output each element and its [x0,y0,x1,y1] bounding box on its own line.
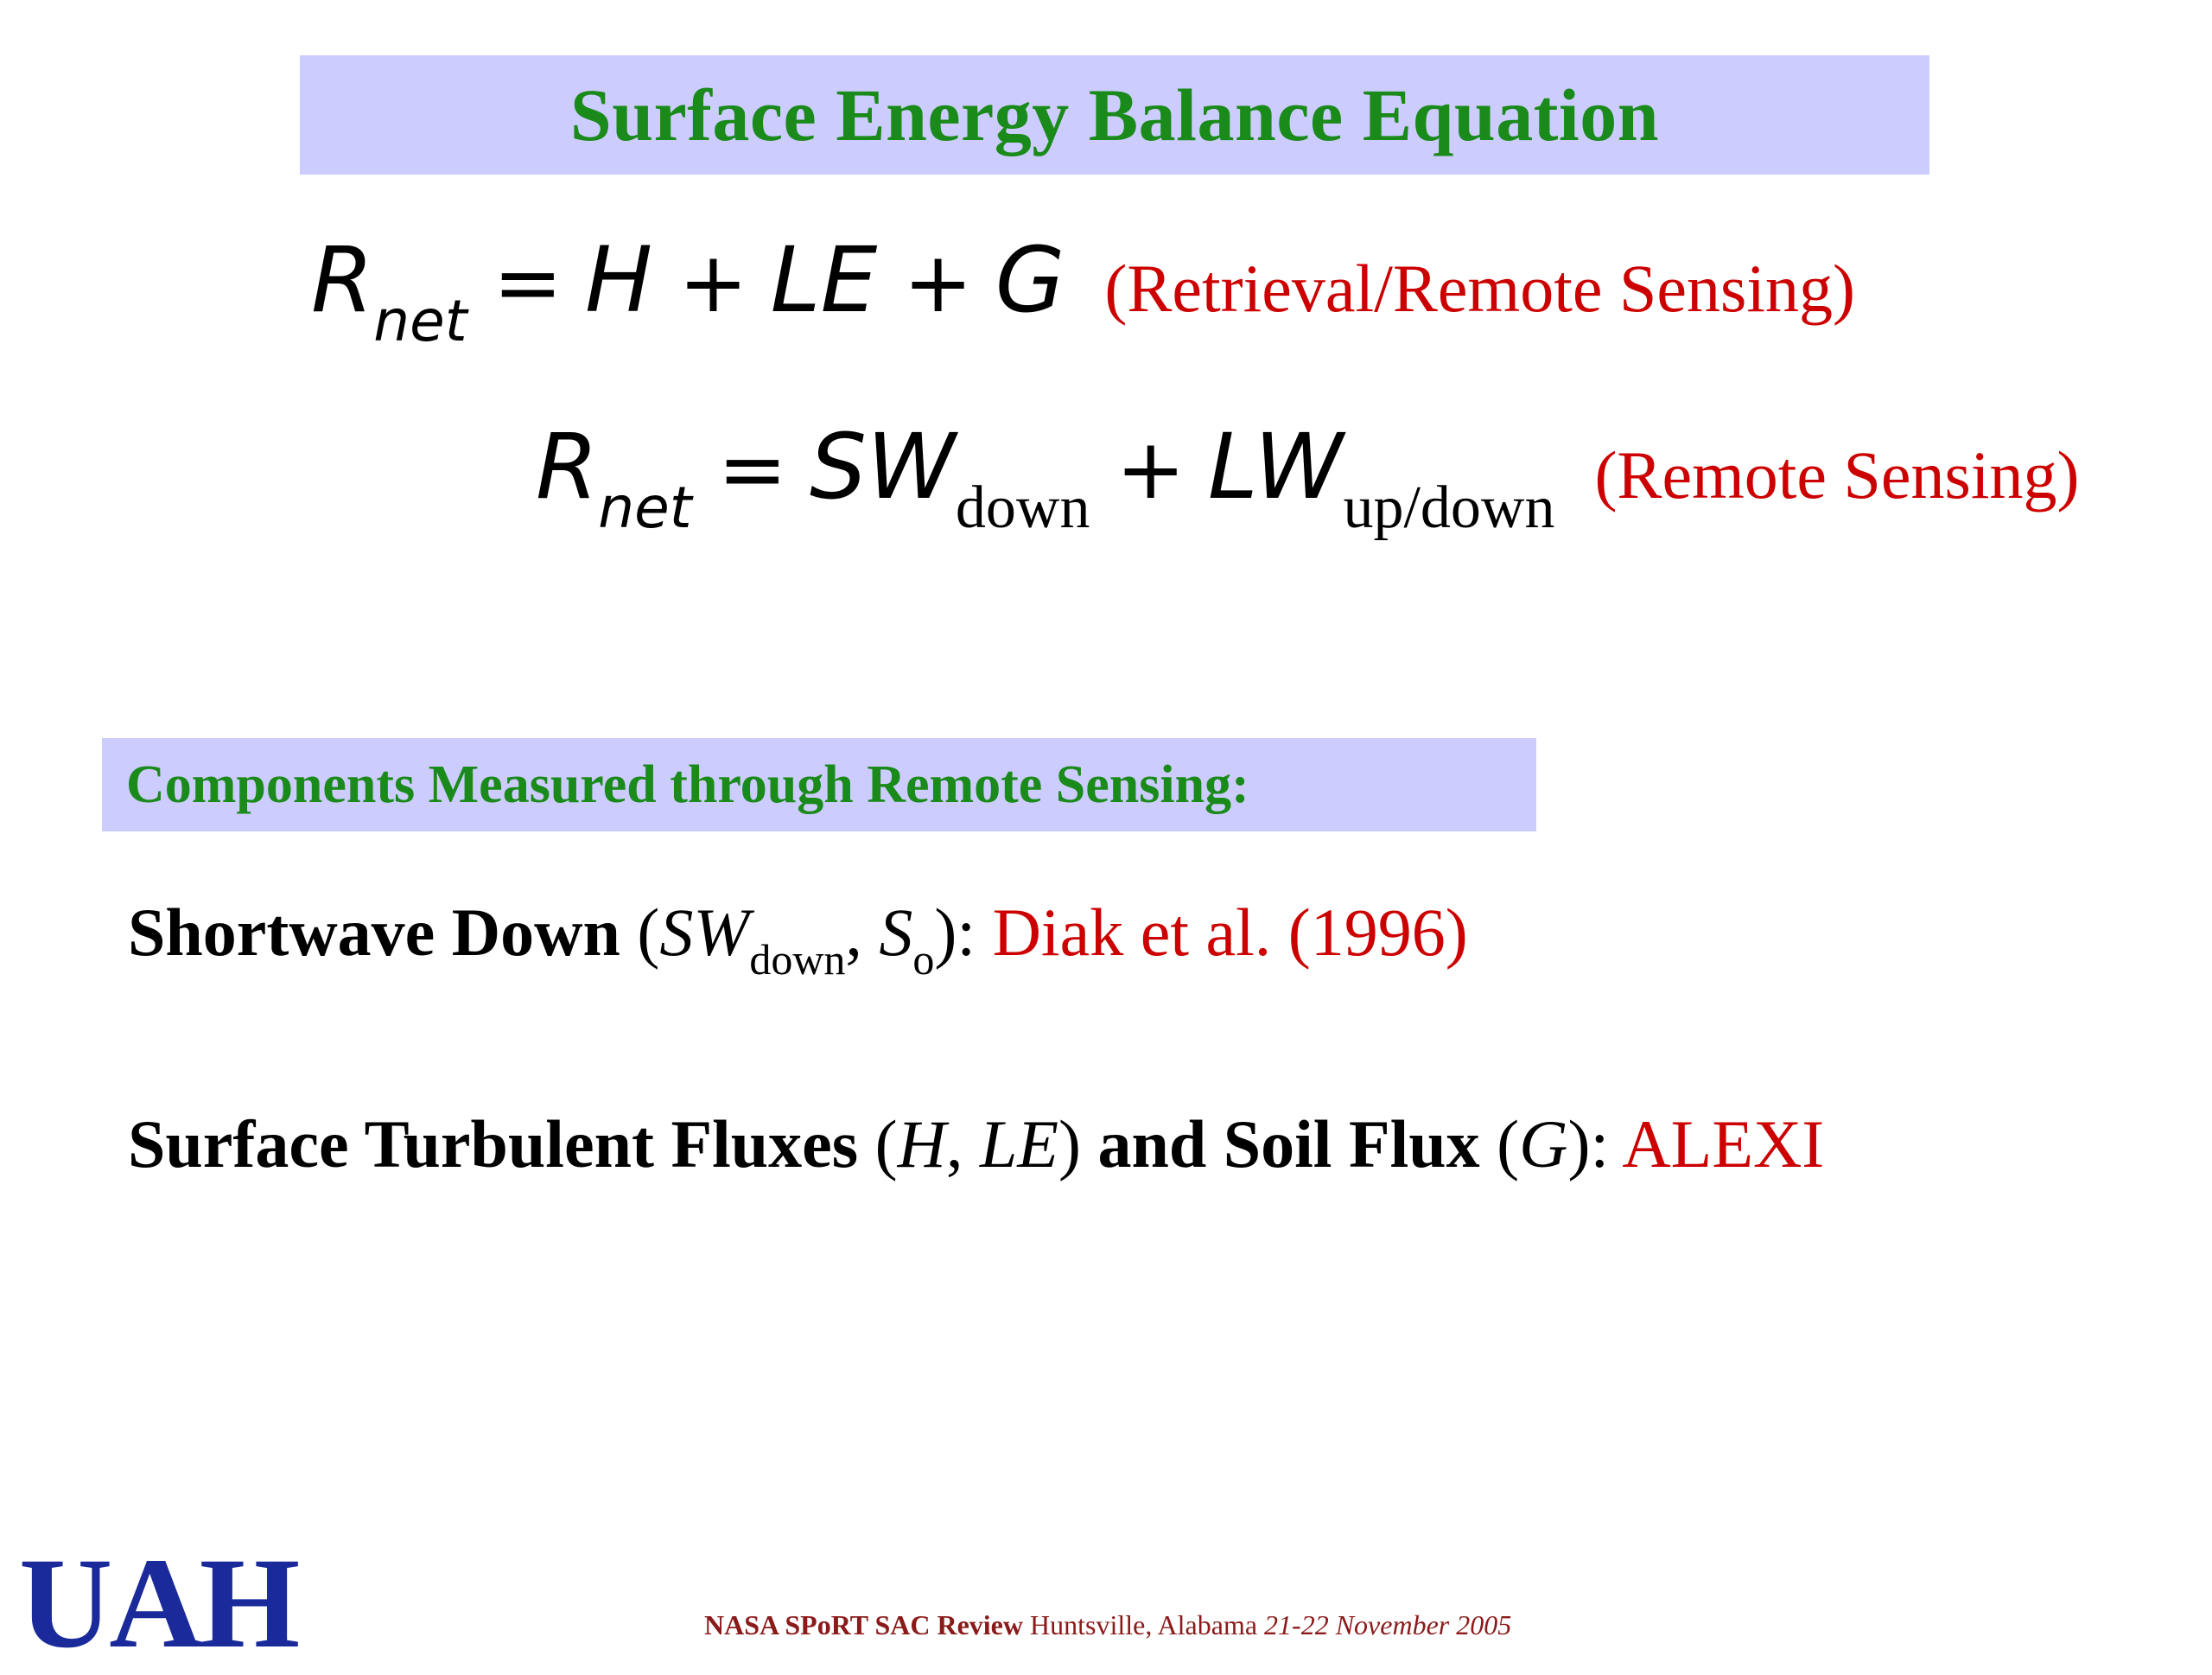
footer-event: NASA SPoRT SAC Review [704,1609,1023,1640]
eq1-term-g: G [995,227,1065,333]
shortwave-comma: , [845,895,880,970]
equation-net-radiation [536,414,2080,541]
shortwave-line [128,895,1468,984]
soil-close-paren: ): [1567,1106,1623,1181]
title-banner [300,55,1929,175]
slide-title: Surface Energy Balance Equation [569,73,1660,156]
eq1-equals: = [493,234,563,331]
fluxes-close-paren: ) [1058,1106,1098,1181]
soil-flux-label: and Soil Flux [1097,1106,1480,1181]
eq2-lw-subscript: up/down [1343,474,1555,541]
eq1-lhs: R [311,227,374,333]
fluxes-symbol-le: LE [979,1106,1058,1181]
shortwave-symbol-sw: SW [659,895,750,970]
fluxes-comma: , [945,1106,980,1181]
eq2-note: (Remote Sensing) [1594,437,2080,513]
fluxes-label: Surface Turbulent Fluxes [128,1106,859,1181]
eq1-term-h: H [585,227,653,333]
eq2-lhs-subscript: net [598,474,692,541]
equation-energy-balance [311,227,1855,354]
shortwave-label: Shortwave Down [128,895,620,970]
footer-place: Huntsville, Alabama [1022,1609,1265,1640]
fluxes-open-paren: ( [858,1106,898,1181]
soil-open-paren: ( [1479,1106,1520,1181]
fluxes-symbol-h: H [897,1106,946,1181]
uah-logo: UAH [19,1532,297,1675]
shortwave-symbol-s-subscript: o [912,935,935,984]
eq1-lhs-subscript: net [373,288,467,354]
eq2-term-sw: SW [810,414,956,519]
eq1-plus-2: + [903,234,973,331]
shortwave-symbol-sw-subscript: down [749,935,846,984]
fluxes-reference: ALEXI [1622,1106,1825,1181]
eq2-plus: + [1116,421,1185,518]
eq2-term-lw: LW [1207,414,1344,519]
shortwave-reference: Diak et al. (1996) [992,895,1468,970]
eq1-term-le: LE [770,227,878,333]
eq2-equals: = [717,421,788,518]
eq1-note: (Retrieval/Remote Sensing) [1104,251,1855,326]
footer [704,1611,1511,1639]
shortwave-open-paren: ( [620,895,660,970]
shortwave-close-paren: ): [934,895,993,970]
eq2-sw-subscript: down [955,474,1090,541]
eq1-plus-1: + [678,234,748,331]
components-banner [102,738,1536,831]
shortwave-symbol-s: S [879,895,913,970]
footer-date: 21-22 November 2005 [1264,1609,1512,1640]
eq2-lhs: R [536,414,599,519]
soil-symbol-g: G [1519,1106,1568,1181]
components-heading: Components Measured through Remote Sensing: [126,755,1249,814]
fluxes-line [128,1106,1825,1181]
